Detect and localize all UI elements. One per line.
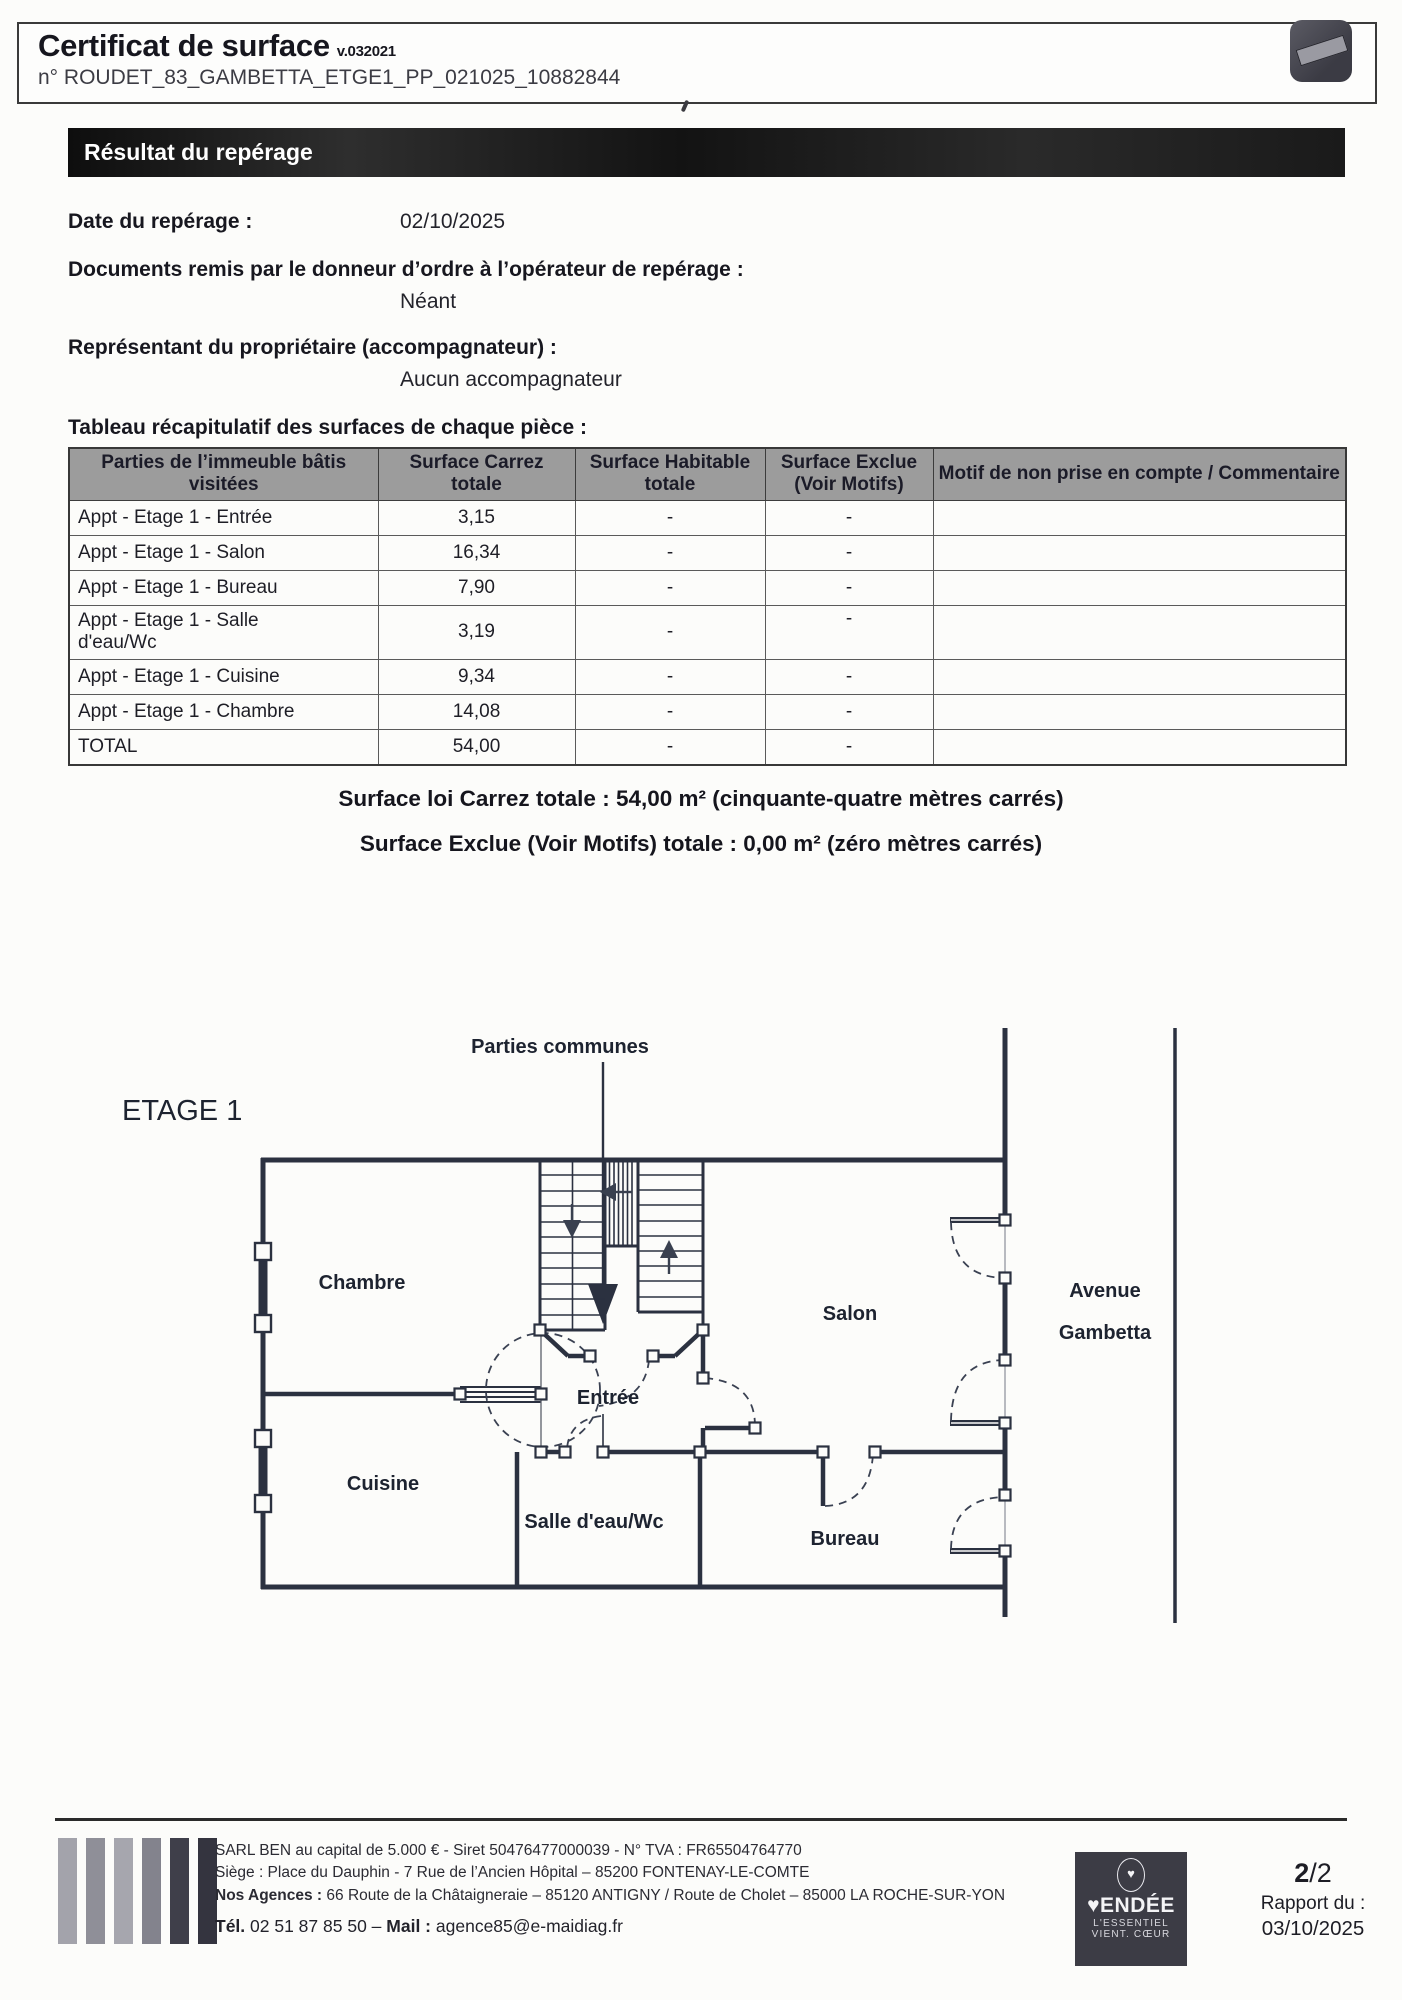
table-row xyxy=(69,694,1346,729)
cell-exclue: - xyxy=(765,535,933,570)
agences-text: 66 Route de la Châtaigneraie – 85120 ANTIGNY / Route de Cholet – 85000 LA ROCHE-SUR-YON xyxy=(326,1886,1006,1904)
col-header-habitable: Surface Habitable totale xyxy=(575,448,765,500)
cell-habitable: - xyxy=(575,694,765,729)
table-header-row xyxy=(69,448,1346,500)
summary-exclue: Surface Exclue (Voir Motifs) totale : 0,00 m² (zéro mètres carrés) xyxy=(359,831,1043,856)
cell-habitable: - xyxy=(575,500,765,535)
chambre-wall-door-section xyxy=(460,1387,541,1402)
cell-motif xyxy=(933,570,1346,605)
table-row xyxy=(69,605,1346,659)
company-line1: SARL BEN au capital de 5.000 € - Siret 50476477000039 - N° TVA : FR65504764770 xyxy=(215,1842,802,1859)
title-version: v.032021 xyxy=(336,43,396,60)
floor-label: ETAGE 1 xyxy=(122,1095,243,1127)
room-label-cuisine: Cuisine xyxy=(346,1473,420,1495)
cell-carrez: 16,34 xyxy=(378,535,575,570)
vendee-name: ♥ENDÉE xyxy=(1087,1894,1175,1917)
vendee-tagline1: L'ESSENTIEL xyxy=(1093,1918,1169,1929)
cell-exclue: - xyxy=(765,500,933,535)
company-info xyxy=(215,1840,1075,1907)
company-line2: Siège : Place du Dauphin - 7 Rue de l’Ancien Hôpital – 85200 FONTENAY-LE-COMTE xyxy=(215,1864,810,1882)
room-label-salle-eau: Salle d'eau/Wc xyxy=(524,1511,664,1533)
interior-walls xyxy=(263,1328,1005,1587)
tel-value: 02 51 87 85 50 – xyxy=(250,1916,382,1936)
documents-label: Documents remis par le donneur d’ordre à l’opérateur de repérage : xyxy=(68,258,744,281)
cell-motif xyxy=(933,535,1346,570)
room-labels xyxy=(319,1272,1152,1550)
cell-habitable: - xyxy=(575,570,765,605)
street-label-line2: Gambetta xyxy=(1058,1322,1152,1344)
document-reference: n° ROUDET_83_GAMBETTA_ETGE1_PP_021025_10882844 xyxy=(38,66,621,89)
cell-piece: Appt - Etage 1 - Entrée xyxy=(69,500,378,535)
summary-carrez: Surface loi Carrez totale : 54,00 m² (cinquante-quatre mètres carrés) xyxy=(338,786,1064,811)
cell-piece: Appt - Etage 1 - Bureau xyxy=(69,570,378,605)
room-label-salon: Salon xyxy=(822,1303,878,1325)
date-label: Date du repérage : xyxy=(68,210,253,233)
table-row xyxy=(69,535,1346,570)
cell-carrez: 3,15 xyxy=(378,500,575,535)
stair-direction-arrows xyxy=(563,1183,678,1274)
cell-exclue: - xyxy=(765,570,933,605)
table-caption: Tableau récapitulatif des surfaces de chaque pièce : xyxy=(68,416,587,439)
door-swing-arcs xyxy=(486,1222,1003,1549)
vendee-logo xyxy=(1075,1852,1187,1966)
footer-rule xyxy=(55,1818,1347,1821)
documents-value: Néant xyxy=(400,290,457,313)
company-bars-logo xyxy=(58,1838,218,1944)
cell-habitable: - xyxy=(575,659,765,694)
cell-motif xyxy=(933,500,1346,535)
col-header-motif: Motif de non prise en compte / Commentaire xyxy=(933,448,1346,500)
cell-motif xyxy=(933,694,1346,729)
cell-carrez: 3,19 xyxy=(378,605,575,659)
room-label-entree: Entrée xyxy=(576,1387,640,1409)
cell-piece: Appt - Etage 1 - Chambre xyxy=(69,694,378,729)
cell-habitable: - xyxy=(575,605,765,659)
floor-plan xyxy=(0,1022,1402,1637)
contact-line xyxy=(215,1916,623,1937)
cell-piece: Appt - Etage 1 - Salon xyxy=(69,535,378,570)
col-header-exclue: Surface Exclue (Voir Motifs) xyxy=(765,448,933,500)
room-label-bureau: Bureau xyxy=(810,1528,880,1550)
company-line3 xyxy=(215,1885,1075,1907)
page-title xyxy=(38,28,396,64)
cell-carrez: 7,90 xyxy=(378,570,575,605)
date-value: 02/10/2025 xyxy=(400,210,506,233)
cell-habitable: - xyxy=(575,729,765,765)
mail-value: agence85@e-maidiag.fr xyxy=(435,1916,623,1936)
surface-table xyxy=(68,447,1347,766)
heart-icon: ♥ xyxy=(1087,1894,1101,1917)
cell-piece: Appt - Etage 1 - Salle d'eau/Wc xyxy=(69,605,378,659)
representant-label: Représentant du propriétaire (accompagnateur) : xyxy=(68,336,557,359)
cell-carrez: 14,08 xyxy=(378,694,575,729)
page-number: 2/2 xyxy=(1294,1858,1332,1888)
vendee-emblem-icon: ♥ xyxy=(1117,1858,1145,1892)
cell-exclue: - xyxy=(765,605,933,659)
cell-piece: Appt - Etage 1 - Cuisine xyxy=(69,659,378,694)
street-label-line1: Avenue xyxy=(1069,1280,1141,1302)
table-row xyxy=(69,500,1346,535)
staircase xyxy=(540,1160,703,1330)
cell-exclue: - xyxy=(765,729,933,765)
room-label-chambre: Chambre xyxy=(318,1272,406,1294)
cell-habitable: - xyxy=(575,535,765,570)
table-row xyxy=(69,659,1346,694)
cell-motif xyxy=(933,659,1346,694)
cell-motif xyxy=(933,729,1346,765)
cell-motif xyxy=(933,605,1346,659)
page-info xyxy=(1228,1858,1398,1941)
title-text: Certificat de surface xyxy=(38,28,330,63)
report-date: 03/10/2025 xyxy=(1261,1917,1365,1940)
cell-carrez: 54,00 xyxy=(378,729,575,765)
cell-piece: TOTAL xyxy=(69,729,378,765)
cell-exclue: - xyxy=(765,694,933,729)
tel-label: Tél. xyxy=(215,1916,246,1936)
col-header-parties: Parties de l’immeuble bâtis visitées xyxy=(69,448,378,500)
mail-label: Mail : xyxy=(386,1916,432,1936)
vendee-tagline2: VIENT. CŒUR xyxy=(1091,1929,1171,1940)
table-total-row xyxy=(69,729,1346,765)
col-header-carrez: Surface Carrez totale xyxy=(378,448,575,500)
cell-carrez: 9,34 xyxy=(378,659,575,694)
representant-value: Aucun accompagnateur xyxy=(400,368,622,391)
ruler-photo-icon xyxy=(1290,20,1352,82)
cell-exclue: - xyxy=(765,659,933,694)
table-row xyxy=(69,570,1346,605)
report-label: Rapport du : xyxy=(1260,1893,1366,1914)
common-areas-label: Parties communes xyxy=(471,1036,649,1058)
agences-label: Nos Agences : xyxy=(215,1886,323,1904)
section-banner: Résultat du repérage xyxy=(68,128,1345,177)
